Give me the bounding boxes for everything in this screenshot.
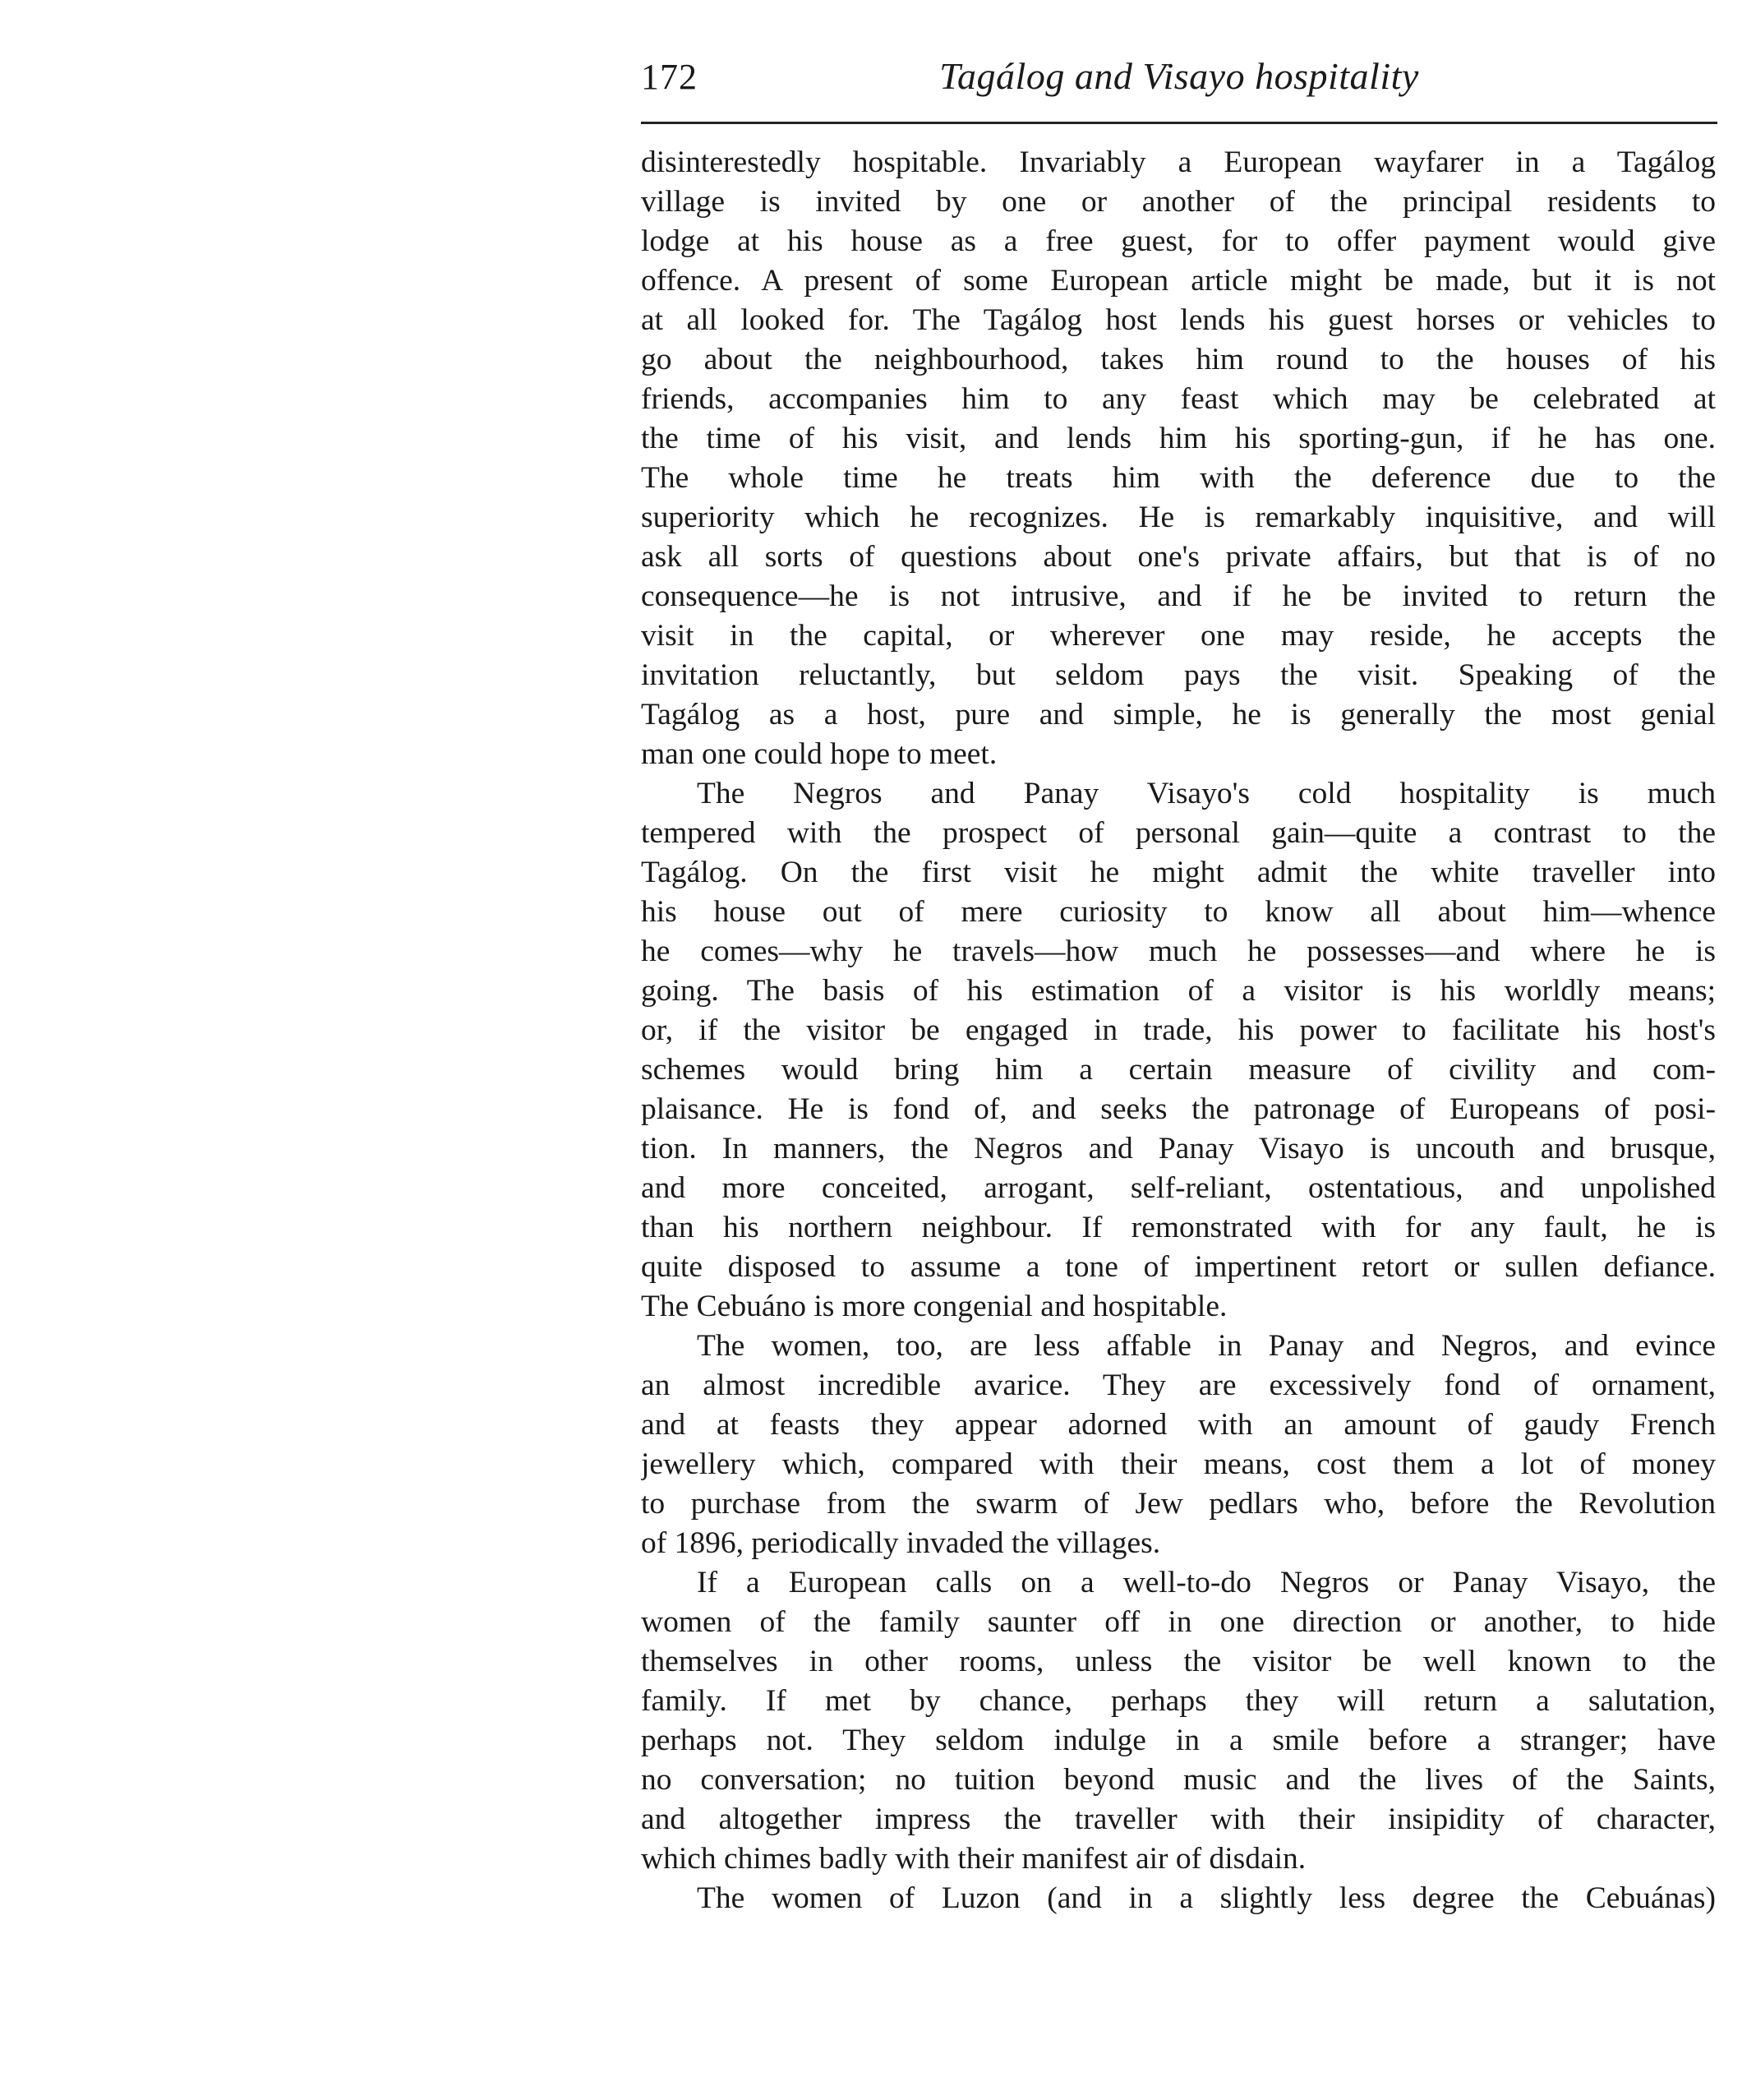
running-title: Tagálog and Visayo hospitality [939,55,1419,97]
text-line: his house out of mere curiosity to know all about him—whence [641,895,1716,929]
text-line: village is invited by one or another of the principal residents to [641,185,1716,219]
text-line: ask all sorts of questions about one's private affairs, but that is of no [641,540,1716,574]
page-number: 172 [641,57,698,97]
text-line: superiority which he recognizes. He is remarkably inquisitive, and will [641,501,1716,534]
text-line: no conversation; no tuition beyond music and the lives of the Saints, [641,1763,1716,1797]
text-line: Tagálog. On the first visit he might admit the white traveller into [641,856,1716,889]
text-line: The Cebuáno is more congenial and hospitable. [641,1290,1228,1323]
text-line: If a European calls on a well-to-do Negros or Panay Visayo, the [697,1566,1716,1599]
text-line: or, if the visitor be engaged in trade, his power to facilitate his host's [641,1013,1716,1047]
body-text [641,143,1716,1918]
text-line: perhaps not. They seldom indulge in a smile before a stranger; have [641,1724,1716,1757]
text-line: The Negros and Panay Visayo's cold hospitality is much [697,777,1716,810]
text-line: man one could hope to meet. [641,737,998,771]
running-header [641,56,1717,113]
text-line: going. The basis of his estimation of a visitor is his worldly means; [641,974,1716,1008]
header-rule [641,122,1717,124]
text-line: tempered with the prospect of personal gain—quite a contrast to the [641,816,1716,850]
text-line: lodge at his house as a free guest, for to offer payment would give [641,224,1716,258]
text-line: to purchase from the swarm of Jew pedlars who, before the Revolution [641,1487,1716,1521]
text-line: quite disposed to assume a tone of impertinent retort or sullen defiance. [641,1250,1716,1284]
text-line: tion. In manners, the Negros and Panay Visayo is uncouth and brusque, [641,1132,1716,1165]
text-line: The whole time he treats him with the deference due to the [641,461,1716,495]
text-line: offence. A present of some European article might be made, but it is not [641,264,1716,298]
text-line: themselves in other rooms, unless the visitor be well known to the [641,1645,1716,1678]
text-line: plaisance. He is fond of, and seeks the patronage of Europeans of posi- [641,1092,1716,1126]
text-line: The women, too, are less affable in Panay and Negros, and evince [697,1329,1716,1363]
paragraph [641,1563,1716,1879]
text-line: an almost incredible avarice. They are excessively fond of ornament, [641,1368,1716,1402]
text-line: invitation reluctantly, but seldom pays the visit. Speaking of the [641,658,1716,692]
paragraph [641,1327,1716,1563]
text-line: than his northern neighbour. If remonstrated with for any fault, he is [641,1211,1716,1244]
paragraph [641,1879,1716,1918]
text-line: visit in the capital, or wherever one may reside, he accepts the [641,619,1716,653]
text-line: and at feasts they appear adorned with an amount of gaudy French [641,1408,1716,1442]
text-line: he comes—why he travels—how much he possesses—and where he is [641,935,1716,968]
text-line: of 1896, periodically invaded the villages. [641,1526,1161,1560]
text-line: Tagálog as a host, pure and simple, he is generally the most genial [641,698,1716,732]
text-line: disinterestedly hospitable. Invariably a European wayfarer in a Tagálog [641,145,1716,179]
text-line: the time of his visit, and lends him his sporting-gun, if he has one. [641,422,1716,455]
paragraph [641,143,1716,774]
text-line: women of the family saunter off in one direction or another, to hide [641,1605,1716,1639]
text-line: schemes would bring him a certain measure of civility and com- [641,1053,1716,1087]
text-line: consequence—he is not intrusive, and if he be invited to return the [641,579,1716,613]
paragraph [641,774,1716,1327]
text-line: family. If met by chance, perhaps they will return a salutation, [641,1684,1716,1718]
text-line: at all looked for. The Tagálog host lends his guest horses or vehicles to [641,303,1716,337]
text-line: The women of Luzon (and in a slightly less degree the Cebuánas) [697,1881,1716,1915]
text-line: which chimes badly with their manifest air of disdain. [641,1842,1307,1876]
text-line: friends, accompanies him to any feast which may be celebrated at [641,382,1716,416]
text-line: go about the neighbourhood, takes him round to the houses of his [641,343,1716,376]
text-line: jewellery which, compared with their means, cost them a lot of money [641,1447,1716,1481]
text-line: and altogether impress the traveller with their insipidity of character, [641,1802,1716,1836]
text-line: and more conceited, arrogant, self-reliant, ostentatious, and unpolished [641,1171,1716,1205]
